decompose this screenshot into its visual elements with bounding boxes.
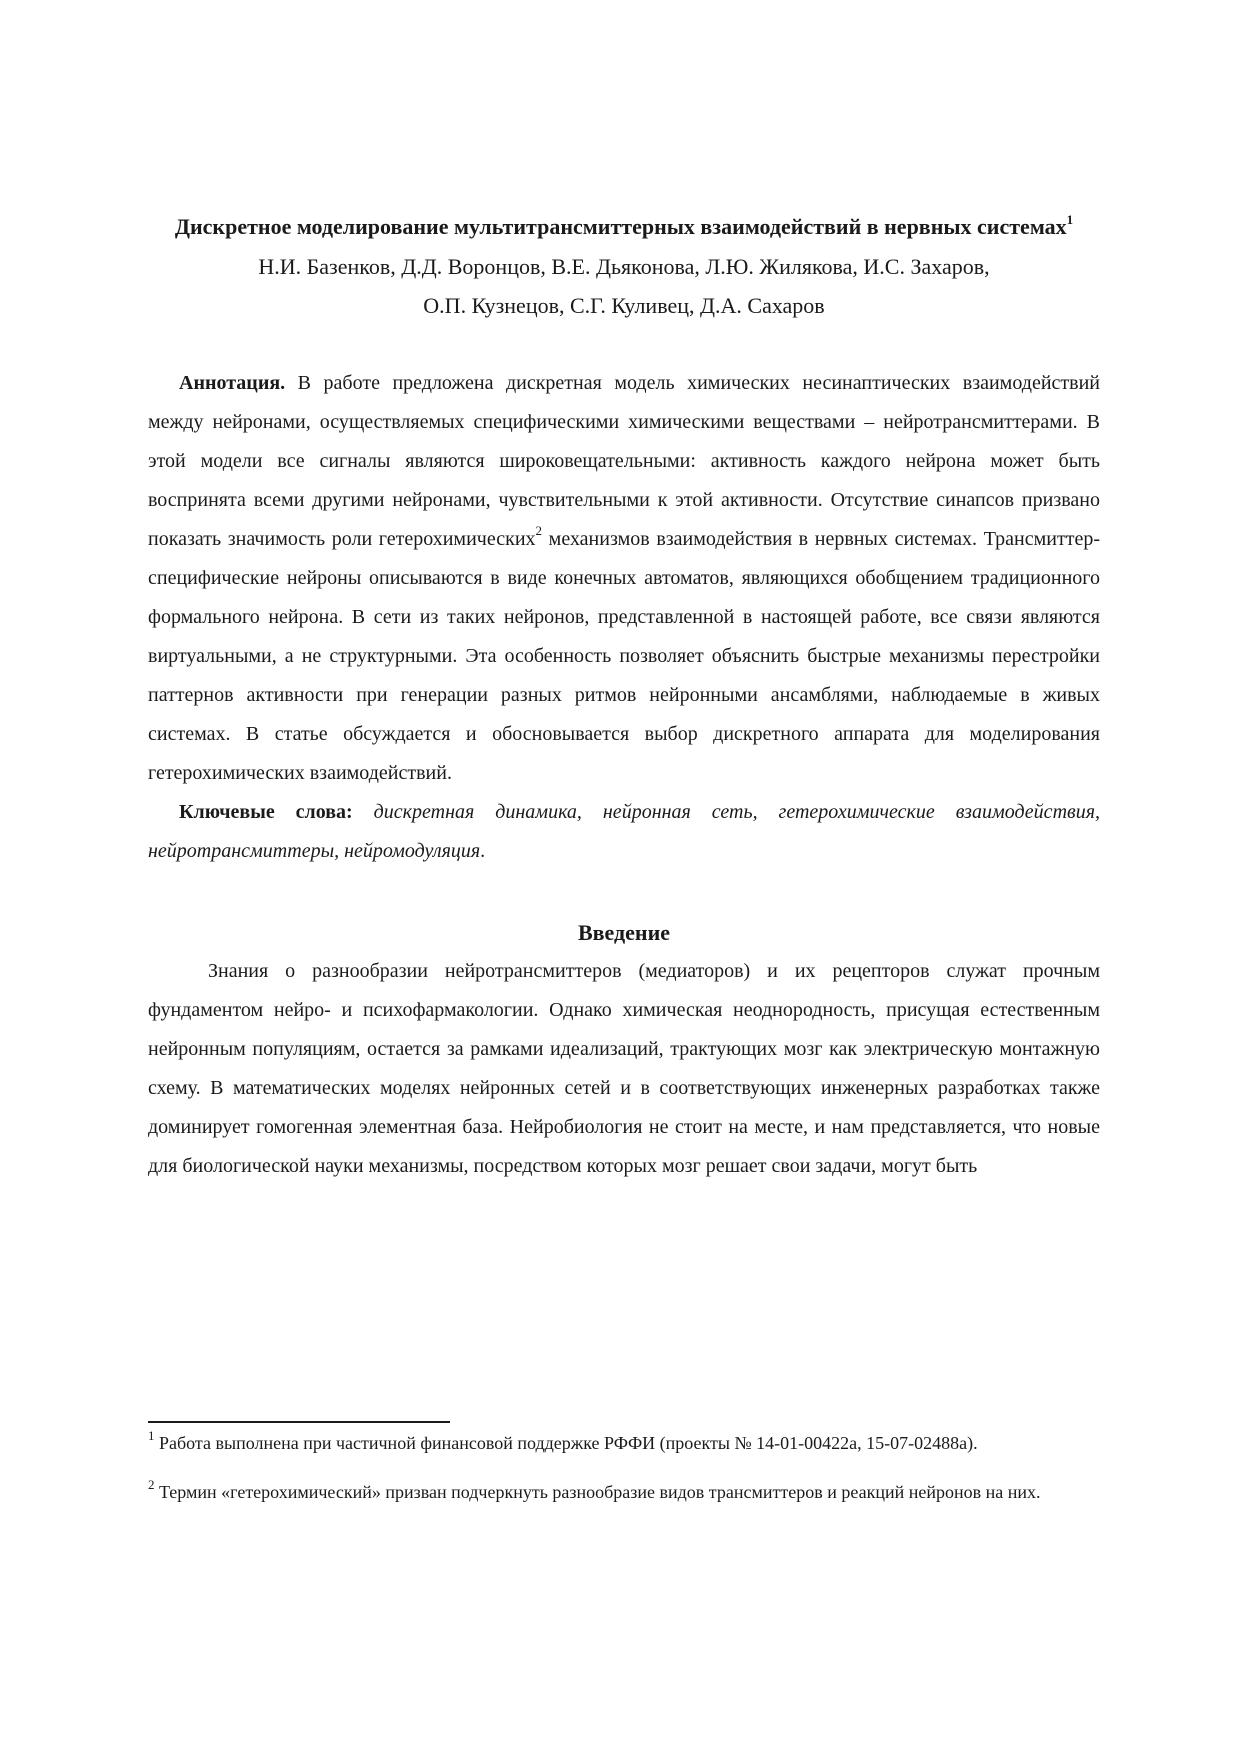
keywords-list: дискретная динамика, нейронная сеть, гетерохимические взаимодействия, нейротрансмиттеры, нейромодуляция bbox=[148, 801, 1100, 862]
footnote-2-mark: 2 bbox=[148, 1477, 155, 1492]
title-footnote-mark[interactable]: 1 bbox=[1066, 211, 1074, 227]
footnotes-block bbox=[148, 1430, 1068, 1528]
footnote-2 bbox=[148, 1479, 1068, 1505]
article-content bbox=[148, 206, 1100, 1186]
article-title-text: Дискретное моделирование мультитрансмиттерных взаимодействий в нервных системах bbox=[174, 214, 1067, 239]
footnote-1-mark: 1 bbox=[148, 1428, 155, 1443]
authors-line-2: О.П. Кузнецов, С.Г. Куливец, Д.А. Сахаров bbox=[423, 293, 825, 318]
footnote-1-text: Работа выполнена при частичной финансовой поддержке РФФИ (проекты № 14-01-00422а, 15-07-02488а). bbox=[154, 1433, 978, 1453]
article-title bbox=[148, 206, 1100, 247]
introduction-paragraph: Знания о разнообразии нейротрансмиттеров (медиаторов) и их рецепторов служат прочным фундаментом нейро- и психофармакологии. Однако химическая неоднородность, присущая естественным нейронным популяциям, остается за рамками идеализаций, трактующих мозг как электрическую монтажную схему. В математических моделях нейронных сетей и в соответствующих инженерных разработках также доминирует гомогенная элементная база. Нейробиология не стоит на месте, и нам представляется, что новые для биологической науки механизмы, посредством которых мозг решает свои задачи, могут быть bbox=[148, 960, 1100, 1177]
keywords-end: . bbox=[480, 840, 486, 862]
keywords-label: Ключевые слова: bbox=[179, 801, 353, 823]
footnote-separator bbox=[148, 1421, 450, 1423]
authors-line-1: Н.И. Базенков, Д.Д. Воронцов, В.Е. Дьяконова, Л.Ю. Жилякова, И.С. Захаров, bbox=[258, 254, 990, 279]
authors-block bbox=[148, 247, 1100, 325]
keywords-paragraph bbox=[148, 793, 1100, 871]
abstract-text-part-2: механизмов взаимодействия в нервных системах. Трансмиттер-специфические нейроны описываются в виде конечных автоматов, являющихся обобщением традиционного формального нейрона. В сети из таких нейронов, представленной в настоящей работе, все связи являются виртуальными, а не структурными. Эта особенность позволяет объяснить быстрые механизмы перестройки паттернов активности при генерации разных ритмов нейронными ансамблями, наблюдаемые в живых системах. В статье обсуждается и обосновывается выбор дискретного аппарата для моделирования гетерохимических взаимодействий. bbox=[148, 528, 1100, 784]
abstract-paragraph bbox=[148, 364, 1100, 793]
footnote-2-text: Термин «гетерохимический» призван подчеркнуть разнообразие видов трансмиттеров и реакций нейронов на них. bbox=[154, 1482, 1041, 1502]
abstract-text-part-1: В работе предложена дискретная модель химических несинаптических взаимодействий между нейронами, осуществляемых специфическими химическими веществами – нейротрансмиттерами. В этой модели все сигналы являются широковещательными: активность каждого нейрона может быть воспринята всеми другими нейронами, чувствительными к этой активности. Отсутствие синапсов призвано показать значимость роли гетерохимических bbox=[148, 372, 1100, 550]
footnote-1 bbox=[148, 1430, 1068, 1456]
abstract-footnote-mark[interactable]: 2 bbox=[535, 523, 543, 539]
abstract-label: Аннотация. bbox=[179, 372, 286, 394]
section-heading-introduction: Введение bbox=[577, 920, 671, 945]
